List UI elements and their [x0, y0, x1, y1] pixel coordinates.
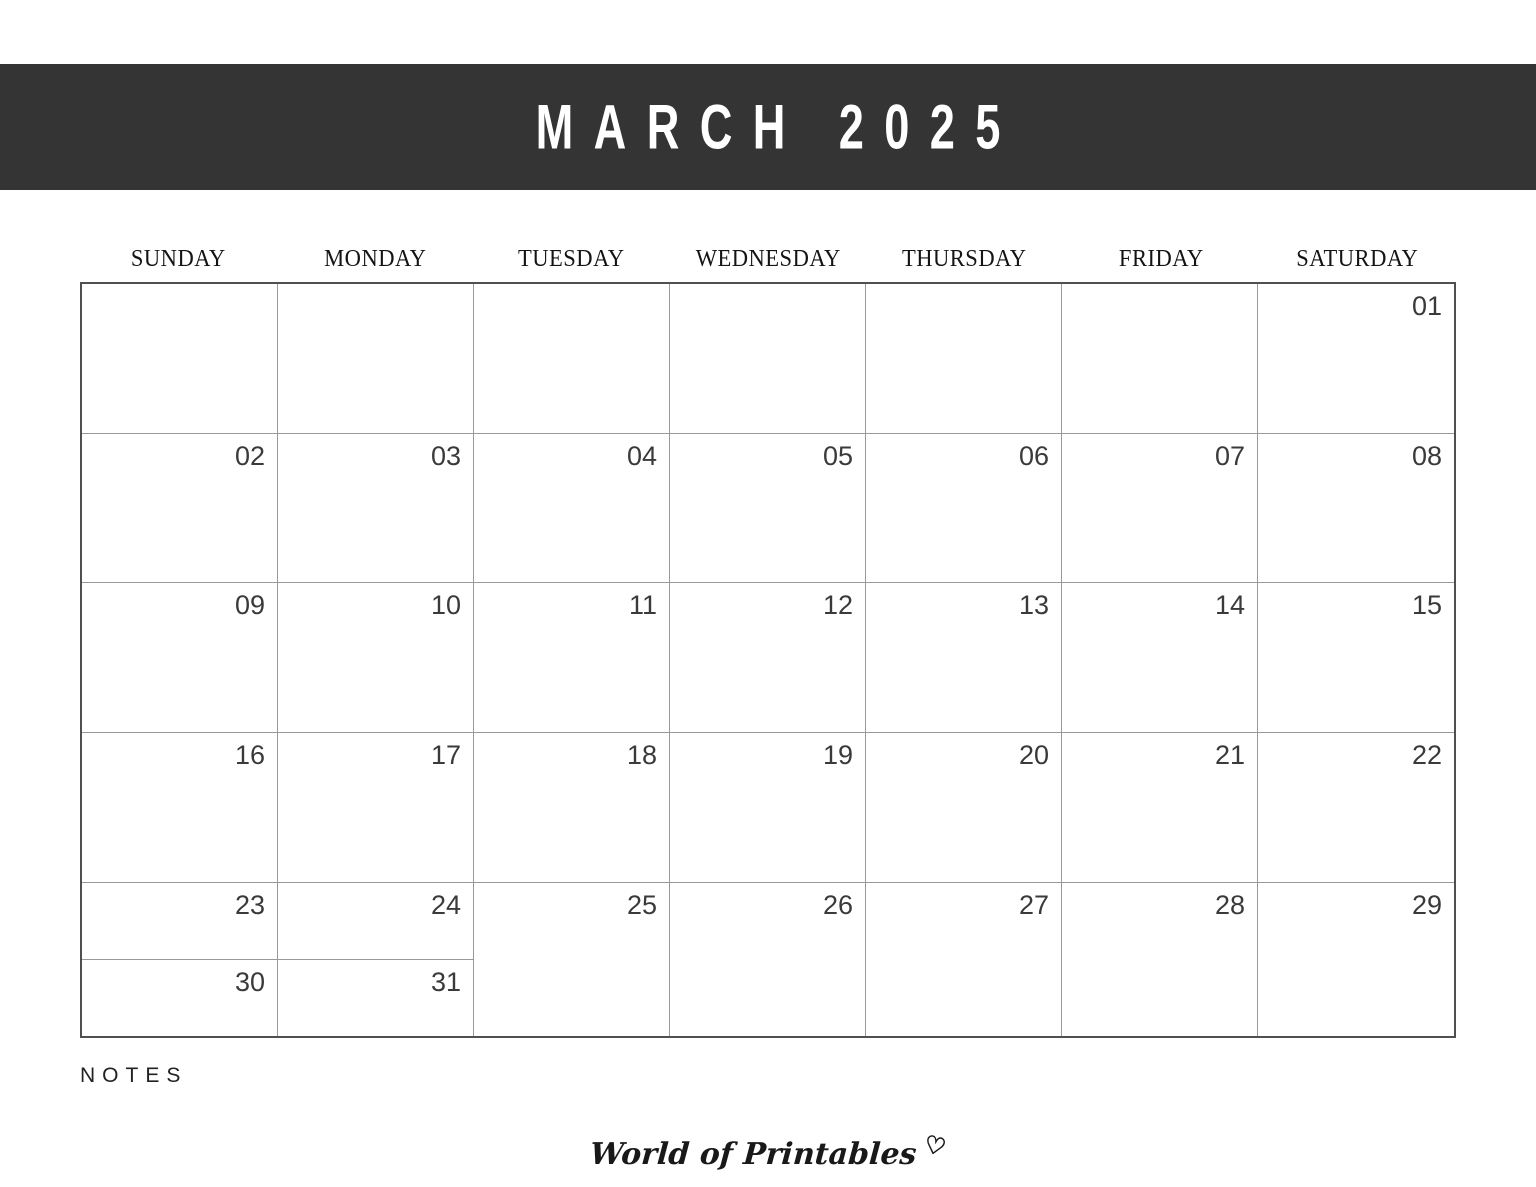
calendar-cell — [278, 733, 474, 883]
day-number: 27 — [1018, 890, 1049, 920]
day-number: 22 — [1411, 740, 1442, 770]
calendar-cell — [1258, 434, 1454, 583]
calendar-cell — [1258, 284, 1454, 434]
calendar-cell — [1258, 883, 1454, 1036]
calendar-cell — [866, 434, 1062, 583]
weekday-label-monday: MONDAY — [323, 246, 426, 272]
calendar-cell — [670, 434, 866, 583]
day-number — [474, 284, 669, 291]
day-number: 31 — [430, 967, 461, 997]
calendar-cell — [278, 960, 474, 1036]
day-number — [866, 284, 1061, 291]
weekday-label-wednesday: WEDNESDAY — [695, 246, 841, 272]
calendar-cell — [474, 883, 670, 1036]
calendar-cell — [670, 284, 866, 434]
day-number: 05 — [822, 441, 853, 471]
footer-logo — [0, 1132, 1536, 1172]
day-number: 26 — [822, 890, 853, 920]
day-number: 24 — [430, 890, 461, 920]
day-number: 29 — [1411, 890, 1442, 920]
day-number: 17 — [430, 740, 461, 770]
day-number: 28 — [1214, 890, 1245, 920]
calendar-cell — [278, 434, 474, 583]
day-number: 02 — [234, 441, 265, 471]
calendar-cell — [82, 284, 278, 434]
calendar-cell — [1258, 583, 1454, 733]
day-number: 20 — [1018, 740, 1049, 770]
day-number — [670, 284, 865, 291]
calendar-cell — [866, 284, 1062, 434]
weekday-label-saturday: SATURDAY — [1296, 246, 1419, 272]
weekday-label-tuesday: TUESDAY — [518, 246, 625, 272]
calendar-cell — [1062, 434, 1258, 583]
calendar-cell — [82, 583, 278, 733]
day-number: 15 — [1411, 590, 1442, 620]
day-number — [82, 284, 277, 291]
calendar-cell — [82, 434, 278, 583]
day-number: 01 — [1411, 291, 1442, 321]
day-number: 04 — [626, 441, 657, 471]
day-number — [278, 284, 473, 291]
day-number: 12 — [822, 590, 853, 620]
heart-icon: ♡ — [921, 1130, 949, 1163]
day-number: 03 — [430, 441, 461, 471]
calendar-cell — [474, 733, 670, 883]
day-number: 13 — [1018, 590, 1049, 620]
day-number — [1062, 284, 1257, 291]
calendar-cell — [474, 583, 670, 733]
day-number: 19 — [822, 740, 853, 770]
calendar-cell — [670, 883, 866, 1036]
calendar-cell — [1062, 733, 1258, 883]
day-number: 07 — [1214, 441, 1245, 471]
calendar-cell — [670, 733, 866, 883]
day-number: 30 — [234, 967, 265, 997]
calendar-cell — [866, 733, 1062, 883]
day-number: 25 — [626, 890, 657, 920]
calendar-cell — [866, 583, 1062, 733]
calendar-cell — [1062, 583, 1258, 733]
calendar-cell — [82, 733, 278, 883]
calendar-cell — [278, 284, 474, 434]
weekday-label-thursday: THURSDAY — [902, 246, 1027, 272]
calendar-cell — [670, 583, 866, 733]
calendar-cell — [1062, 284, 1258, 434]
day-number: 06 — [1018, 441, 1049, 471]
title-bar — [0, 64, 1536, 190]
day-number: 16 — [234, 740, 265, 770]
day-number: 14 — [1214, 590, 1245, 620]
calendar-cell — [474, 284, 670, 434]
day-number: 23 — [234, 890, 265, 920]
weekday-label-sunday: SUNDAY — [130, 246, 226, 272]
day-number: 18 — [626, 740, 657, 770]
logo-text: World of Printables — [588, 1137, 918, 1172]
notes-label: NOTES — [80, 1064, 188, 1087]
day-number: 21 — [1214, 740, 1245, 770]
page-title: MARCH 2025 — [535, 91, 1021, 163]
calendar-cell — [278, 583, 474, 733]
calendar-cell — [82, 960, 278, 1036]
day-number: 11 — [628, 590, 657, 620]
calendar-cell — [278, 883, 474, 960]
calendar-cell — [82, 883, 278, 960]
calendar-cell — [866, 883, 1062, 1036]
day-number: 08 — [1411, 441, 1442, 471]
day-number: 10 — [430, 590, 461, 620]
calendar-cell — [1062, 883, 1258, 1036]
calendar-grid — [80, 282, 1456, 1038]
weekday-header-row — [80, 244, 1456, 274]
calendar-cell — [1258, 733, 1454, 883]
day-number: 09 — [234, 590, 265, 620]
weekday-label-friday: FRIDAY — [1118, 246, 1204, 272]
calendar-cell — [474, 434, 670, 583]
